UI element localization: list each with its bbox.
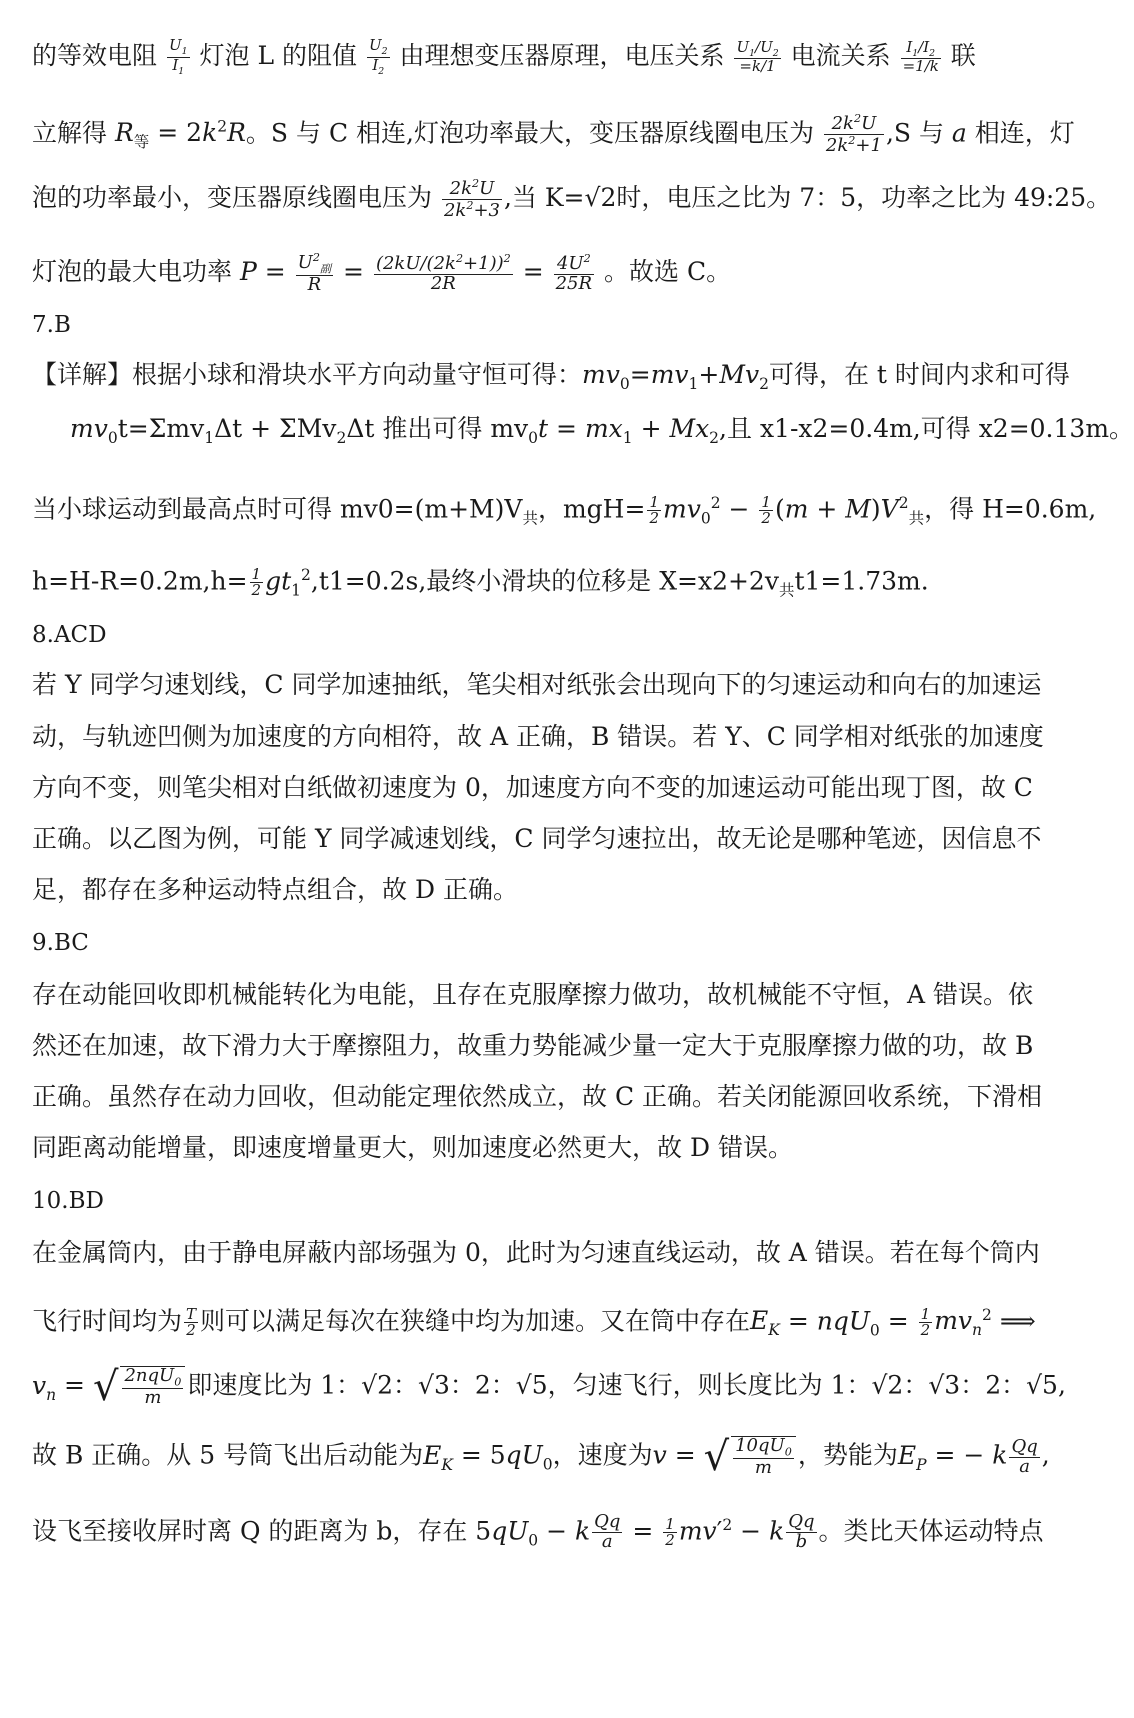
q7-line-c: 当小球运动到最高点时可得 $mv0=(m+M)V_共$，mgH= $\frac{1}{2}$ $mv_0^2$ − $\frac{1}{2}$ $(m + M)V^2_共$，得 H=0.6m, bbox=[32, 492, 1097, 528]
text-line-4: 灯泡的最大电功率 P = $\frac{U^2_副}{R}$ = $\frac{(2kU/(2k^2+1))^2}{2R}$ = $\frac{4U^2}{25R}$ 。故选 C。 bbox=[32, 251, 732, 296]
q8-text-3: 方向不变，则笔尖相对白纸做初速度为 0，加速度方向不变的加速运动可能出现丁图，故 C bbox=[32, 773, 1033, 802]
sqrt-2: √2 bbox=[584, 182, 617, 212]
formula-power-1: $\frac{U^2_副}{R}$ bbox=[297, 251, 332, 296]
text-line-3: 泡的功率最小，变压器原线圈电压为 $\frac{2k^2U}{2k^2+3}$ ,当 K=√2时，电压之比为 7：5，功率之比为 49:25。 bbox=[32, 177, 1112, 221]
q9-text-3: 正确。虽然存在动力回收，但动能定理依然成立，故 C 正确。若关闭能源回收系统，下滑相 bbox=[32, 1082, 1043, 1111]
q9-text-1: 存在动能回收即机械能转化为电能，且存在克服摩擦力做功，故机械能不守恒，A 错误。依 bbox=[32, 980, 1034, 1009]
q8-text-1: 若 Y 同学匀速划线，C 同学加速抽纸，笔尖相对纸张会出现向下的匀速运动和向右的加速运 bbox=[32, 670, 1042, 699]
q10-text-d: 故 B 正确。从 5 号筒飞出后动能为$E_K = 5qU_0$，速度为v = √ $\frac{10qU_0}{m}$ ，势能为$E_P$ = − k $\frac{Qq}{a}$ , bbox=[32, 1434, 1050, 1481]
q8-text-5: 足，都存在多种运动特点组合，故 D 正确。 bbox=[32, 875, 518, 904]
q8-heading: 8.ACD bbox=[32, 622, 107, 648]
q7-heading: 7.B bbox=[32, 312, 71, 338]
formula-primary-voltage-min: $\frac{2k^2U}{2k^2+3}$ bbox=[443, 177, 500, 221]
formula-power-2: $\frac{(2kU/(2k^2+1))^2}{2R}$ bbox=[375, 252, 511, 295]
formula-r-equals: $R_等 = 2k^2R$ bbox=[114, 118, 246, 152]
q10-text-a: 在金属筒内，由于静电屏蔽内部场强为 0，此时为匀速直线运动，故 A 错误。若在每个筒内 bbox=[32, 1238, 1040, 1267]
q7-line-d: h=H-R=0.2m,h= $\frac{1}{2}$ $gt_1^2,t1=0.2s$,最终小滑块的位移是 $X=x2+2v_共t1=1.73m$. bbox=[32, 564, 929, 600]
formula-current-ratio: $\frac{I_1/I_2}{=1/k}$ bbox=[902, 37, 939, 76]
text-line-2: 立解得 $R_等 = 2k^2R$。S 与 C 相连,灯泡功率最大，变压器原线圈电压为 $\frac{2k^2U}{2k^2+1}$ ,S 与 a 相连，灯 bbox=[32, 112, 1075, 157]
formula-voltage-ratio: $\frac{U_1/U_2}{=k/1}$ bbox=[736, 37, 779, 76]
q10-text-c: $v_n$ = √ $\frac{2nqU_0}{m}$ 即速度比为 1：√2：√3：2：√5，匀速飞行，则长度比为 1：√2：√3：2：√5, bbox=[32, 1364, 1066, 1411]
q9-text-2: 然还在加速，故下滑力大于摩擦阻力，故重力势能减少量一定大于克服摩擦力做的功，故 B bbox=[32, 1031, 1034, 1060]
q7-line-a: 【详解】根据小球和滑块水平方向动量守恒可得：$mv_0=mv_1+Mv_2$可得，在 t 时间内求和可得 bbox=[32, 360, 1070, 393]
q9-heading: 9.BC bbox=[32, 930, 89, 956]
q10-text-b: 飞行时间均为 $\frac{T}{2}$ 则可以满足每次在狭缝中均为加速。又在筒中存在$E_K = nqU_0$ = $\frac{1}{2}$ $mv_n^2$ ⟹ bbox=[32, 1304, 1036, 1340]
q10-heading: 10.BD bbox=[32, 1188, 104, 1214]
q10-text-e: 设飞至接收屏时离 Q 的距离为 b，存在 $5qU_0 - k$ $\frac{Qq}{a}$ = $\frac{1}{2}$ $mv'^2 - k$ $\frac{Qq}{b}$ 。类比天体运动特点 bbox=[32, 1511, 1044, 1553]
formula-r-equivalent: $\frac{U_1}{I_1}$ bbox=[168, 36, 188, 77]
formula-r-bulb: $\frac{U_2}{I_2}$ bbox=[368, 36, 388, 77]
formula-primary-voltage-max: $\frac{2k^2U}{2k^2+1}$ bbox=[825, 112, 882, 157]
q9-text-4: 同距离动能增量，即速度增量更大，则加速度必然更大，故 D 错误。 bbox=[32, 1133, 793, 1162]
q8-text-4: 正确。以乙图为例，可能 Y 同学减速划线，C 同学匀速拉出，故无论是哪种笔迹，因信息不 bbox=[32, 824, 1042, 853]
formula-power-3: $\frac{4U^2}{25R}$ bbox=[555, 252, 593, 295]
q7-line-b: $mv_0t=\Sigma mv_1\Delta t + \Sigma Mv_2\Delta t$ 推出可得 $mv_0t = mx_1 + Mx_2$,且 x1-x2=0.4m,可得 x2=0.13m。 bbox=[70, 414, 1134, 447]
q8-text-2: 动，与轨迹凹侧为加速度的方向相符，故 A 正确，B 错误。若 Y、C 同学相对纸张的加速度 bbox=[32, 722, 1044, 751]
text-line-1: 的等效电阻 $\frac{U_1}{I_1}$ 灯泡 L 的阻值 $\frac{U_2}{I_2}$ 由理想变压器原理，电压关系 $\frac{U_1/U_2}{=k/1}$ 电流关系 $\frac{I_1/I_2}{=1/k}$ 联 bbox=[32, 36, 976, 77]
